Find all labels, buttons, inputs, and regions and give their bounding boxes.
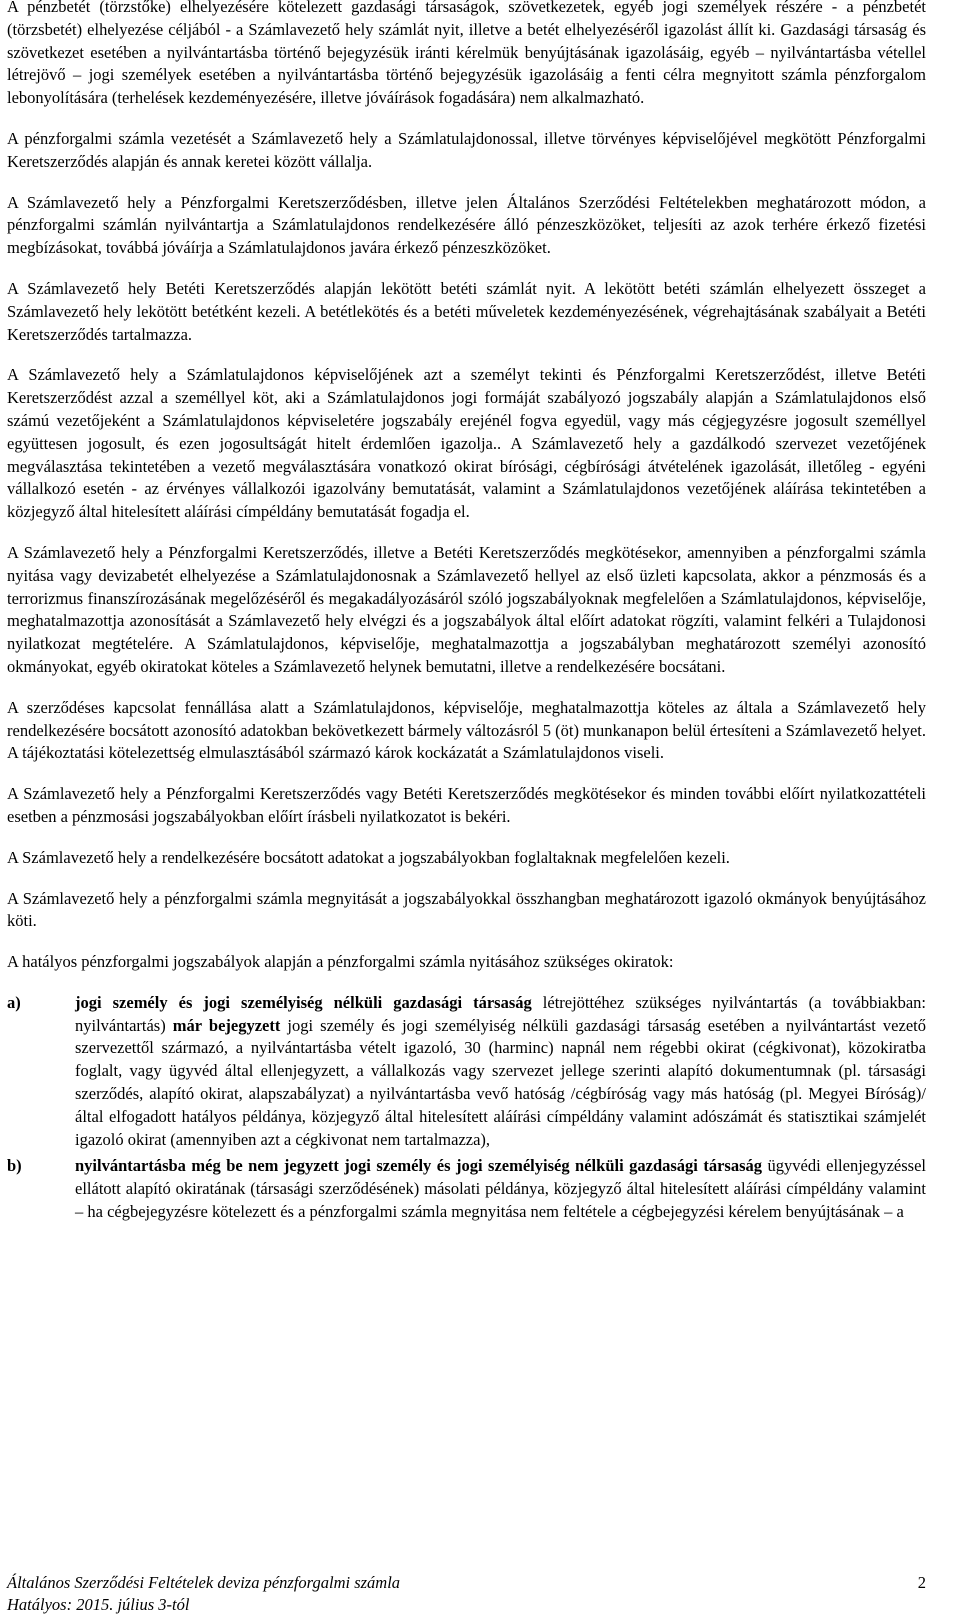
paragraph-9: A Számlavezető hely a rendelkezésére bocsátott adatokat a jogszabályokban foglaltaknak megfelelően kezeli.	[7, 847, 730, 867]
list-label-b: b)	[7, 1156, 22, 1176]
paragraph-2: A pénzforgalmi számla vezetését a Számlavezető hely a Számlatulajdonossal, illetve törvényes képviselőjével megkötött Pénzforgalmi Keretszerződés alapján és annak keretei között vállalja.	[7, 128, 926, 171]
footer-effective-date: Hatályos: 2015. július 3-tól	[7, 1595, 190, 1614]
list-item-b	[7, 1155, 926, 1223]
paragraph-1: A pénzbetét (törzstőke) elhelyezésére kötelezett gazdasági társaságok, szövetkezetek, egyéb jogi személyek részére - a pénzbetét (törzsbetét) elhelyezése céljából - a Számlavezető hely számlát nyit, illetve a betét elhelyezéséről igazolást állít ki. Gazdasági társaság és szövetkezet esetében a nyilvántartásba történő bejegyzésük iránti kérelmük benyújtásának igazolásáig, egyéb – nyilvántartásba vétellel létrejövő – jogi személyek esetében a nyilvántartásba történő bejegyzésük igazolásáig a fenti célra megnyitott számla pénzforgalom lebonyolítására (terhelések kezdeményezésére, illetve jóváírások fogadására) nem alkalmazható.	[7, 0, 926, 108]
paragraph-8: A Számlavezető hely a Pénzforgalmi Keretszerződés vagy Betéti Keretszerződés megkötésekor és minden további előírt nyilatkozattételi esetben a pénzmosási jogszabályokban előírt írásbeli nyilatkozatot is bekéri.	[7, 784, 926, 826]
paragraph-4: A Számlavezető hely Betéti Keretszerződés alapján lekötött betéti számlát nyit. A lekötött betéti számlán elhelyezett összeget a Számlavezető hely lekötött betétként kezeli. A betétlekötés és a betéti műveletek kezdeményezésének, végrehajtásának szabályait a Betéti Keretszerződés tartalmazza.	[7, 278, 926, 344]
list-a-bold-2: már bejegyzett	[172, 1015, 281, 1035]
paragraph-6: A Számlavezető hely a Pénzforgalmi Keretszerződés, illetve a Betéti Keretszerződés megkötésekor, amennyiben a pénzforgalmi számla nyitása vagy devizabetét elhelyezése a Számlatulajdonosnak a Számlavezető hellyel az első üzleti kapcsolata, akkor a pénzmosás és a terrorizmus finanszírozásának megelőzéséről és megakadályozásáról szóló jogszabályoknak megfelelően a Számlatulajdonos, képviselője, meghatalmazottja azonosítását a Számlavezető hely elvégzi és a jogszabályok által előírt adatokat rögzíti, valamint felkéri a Tulajdonosi nyilatkozat megtételére. A Számlatulajdonos, képviselője, meghatalmazottja a jogszabályban meghatározott személyi azonosító okmányokat, egyéb okiratokat köteles a Számlavezető helynek bemutatni, illetve a rendelkezésére bocsátani.	[7, 542, 926, 676]
list-text-b	[75, 1155, 926, 1223]
paragraph-5: A Számlavezető hely a Számlatulajdonos képviselőjének azt a személyt tekinti és Pénzforgalmi Keretszerződést, illetve Betéti Keretszerződést azzal a személlyel köt, aki a Számlatulajdonos jogi formáját szabályozó jogszabály alapján a Számlatulajdonos első számú vezetőjeként a Számlatulajdonos képviseletére jogszabály erejénél fogva egyedül, vagy más cégjegyzésre jogosult személlyel együttesen jogosult, és ezen jogosultságát hitelt érdemlően igazolja.. A Számlavezető hely a gazdálkodó szervezet vezetőjének megválasztása tekintetében a vezető megválasztására vonatkozó okirat bírósági, cégbírósági átvételének igazolását, illetőleg - egyéni vállalkozó esetén - az érvényes vállalkozói igazolvány bemutatását, valamint a Számlatulajdonos vezetőjének aláírása tekintetében a közjegyző által hitelesített aláírási címpéldány bemutatását fogadja el.	[7, 365, 926, 522]
paragraph-10: A Számlavezető hely a pénzforgalmi számla megnyitását a jogszabályokkal összhangban meghatározott igazoló okmányok benyújtásához köti.	[7, 888, 926, 931]
page-number: 2	[917, 1573, 926, 1592]
list-label-a: a)	[7, 992, 21, 1012]
list-a-text-2: jogi személy és jogi személyiség nélküli gazdasági társaság esetében a nyilvántartást vezető szervezettől származó, a nyilvántartásba vételt igazoló, 30 (harminc) napnál nem régebbi okirat (cégkivonat), közokiratba foglalt, vagy ügyvéd által ellenjegyzett, a vállalkozás vagy szervezet jellege szerinti alapító dokumentumnak (pl. társasági szerződés, alapító okirat, alapszabályzat) a nyilvántartásba vevő hatóság /cégbíróság vagy más hatóság (pl. Megyei Bíróság)/ által elfogadott hatályos példánya, közjegyző által hitelesített aláírási címpéldány valamint adószámát és statisztikai számjelét igazoló okirat (amennyiben azt a cégkivonat nem tartalmazza),	[75, 1015, 926, 1149]
list-item-a	[7, 992, 926, 1152]
list-b-bold-1: nyilvántartásba még be nem jegyzett jogi személy és jogi személyiség nélküli gazdasági társaság	[75, 1156, 763, 1176]
list-a-bold-1: jogi személy és jogi személyiség nélküli gazdasági társaság	[75, 992, 532, 1012]
footer-title: Általános Szerződési Feltételek deviza pénzforgalmi számla	[7, 1573, 401, 1592]
paragraph-11: A hatályos pénzforgalmi jogszabályok alapján a pénzforgalmi számla nyitásához szükséges okiratok:	[7, 952, 674, 972]
list-text-a	[75, 992, 926, 1152]
list-b-text-1: ügyvédi ellenjegyzéssel ellátott alapító okiratának (társasági szerződésének) másolati példánya, közjegyző által hitelesített aláírási címpéldány valamint – ha cégbejegyzésre kötelezett és a pénzforgalmi számla megnyitása nem feltétele a cégbejegyzési kérelem benyújtásának – a	[75, 1156, 926, 1222]
paragraph-7: A szerződéses kapcsolat fennállása alatt a Számlatulajdonos, képviselője, meghatalmazottja köteles az általa a Számlavezető hely rendelkezésére bocsátott azonosító adatokban bekövetkezett bármely változásról 5 (öt) munkanapon belül értesíteni a Számlavezető helyet. A tájékoztatási kötelezettség elmulasztásából származó károk kockázatát a Számlatulajdonos viseli.	[7, 697, 926, 763]
page-footer	[7, 1572, 926, 1616]
document-body	[7, 0, 926, 1224]
list-a-text-1: létrejöttéhez szükséges nyilvántartás (a továbbiakban: nyilvántartás)	[75, 992, 926, 1035]
paragraph-3: A Számlavezető hely a Pénzforgalmi Keretszerződésben, illetve jelen Általános Szerződési Feltételekben meghatározott módon, a pénzforgalmi számlán nyilvántartja a Számlatulajdonos rendelkezésére álló pénzeszközöket, teljesíti az azok terhére érkező fizetési megbízásokat, továbbá jóváírja a Számlatulajdonos javára érkező pénzeszközöket.	[7, 192, 926, 258]
